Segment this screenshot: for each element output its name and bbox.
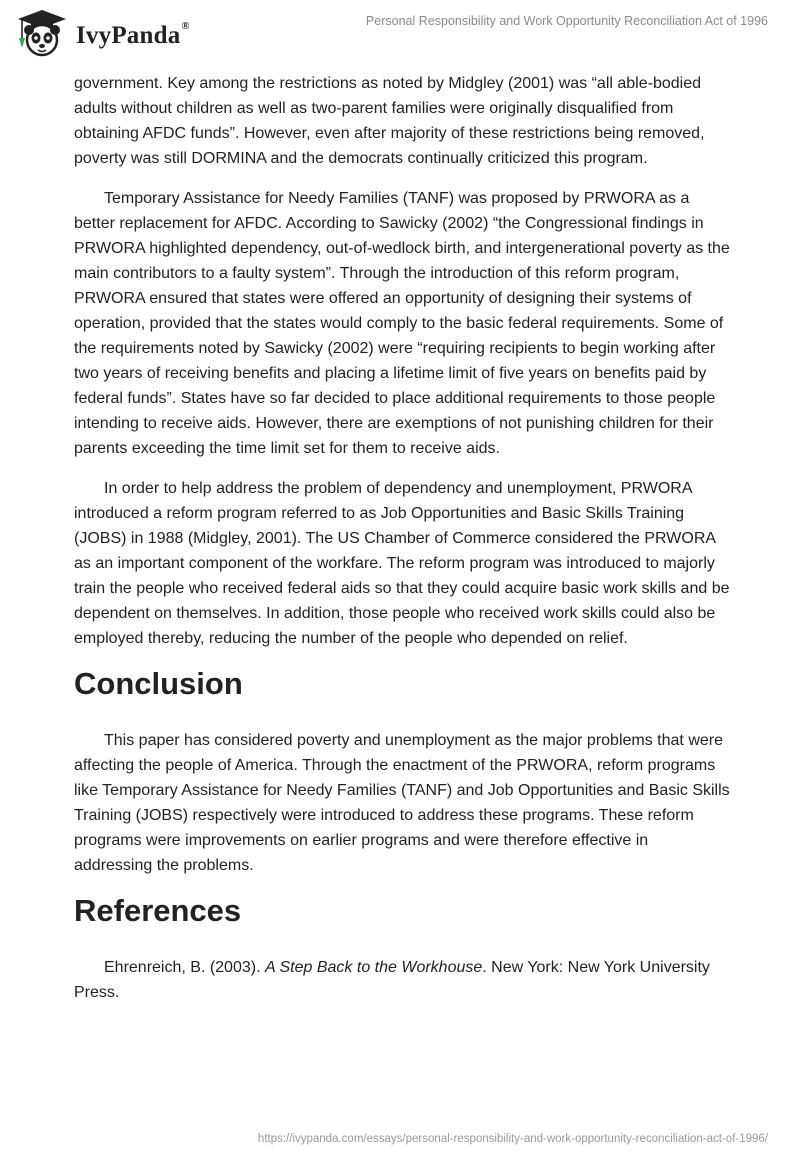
reference-author: Ehrenreich, B. (2003). [104,959,265,976]
panda-graduate-icon [14,8,70,58]
page-header [0,0,800,70]
brand-name [76,19,190,49]
paragraph-tanf: Temporary Assistance for Needy Families (TANF) was proposed by PRWORA as a better replacement for AFDC. According to Sawicky (2002) “the Congressional findings in PRWORA highlighted dependency, out-of-wedlock birth, and intergenerational poverty as the main contributors to a faulty system”. Through the introduction of this reform program, PRWORA ensured that states were offered an opportunity of designing their systems of operation, provided that the states would comply to the basic federal requirements. Some of the requirements noted by Sawicky (2002) were “requiring recipients to begin working after two years of receiving benefits and placing a lifetime limit of five years on benefits paid by federal funds”. States have so far decided to place additional requirements to those people intending to receive aids. However, there are exemptions of not punishing children for their parents exceeding the time limit set for them to receive aids. [74,190,730,457]
conclusion-heading: Conclusion [74,666,243,701]
document-title: Personal Responsibility and Work Opportunity Reconciliation Act of 1996 [365,14,768,28]
paragraph-afdc-restrictions: government. Key among the restrictions as noted by Midgley (2001) was “all able-bodied adults without children as well as two-parent families were originally disqualified from obtaining AFDC funds”. However, even after majority of these restrictions being removed, poverty was still DORMINA and the democrats continually criticized this program. [74,75,705,167]
reference-publisher: . New York: New York University Press. [74,959,710,1001]
paragraph-conclusion: This paper has considered poverty and unemployment as the major problems that were affecting the people of America. Through the enactment of the PRWORA, reform programs like Temporary Assistance for Needy Families (TANF) and Job Opportunities and Basic Skills Training (JOBS) respectively were introduced to address these programs. These reform programs were improvements on earlier programs and were therefore effective in addressing the problems. [74,732,730,874]
essay-content [74,71,730,1020]
paragraph-jobs: In order to help address the problem of dependency and unemployment, PRWORA introduced a reform program referred to as Job Opportunities and Basic Skills Training (JOBS) in 1988 (Midgley, 2001). The US Chamber of Commerce considered the PRWORA as an important component of the workfare. The reform program was introduced to majorly train the people who received federal aids so that they could acquire basic work skills and be dependent on themselves. In addition, those people who received work skills could also be employed thereby, reducing the number of the people who depended on relief. [74,480,730,647]
brand-logo[interactable] [14,8,190,58]
references-heading: References [74,893,242,928]
brand-name-text: IvyPanda [76,21,181,49]
source-url[interactable]: https://ivypanda.com/essays/personal-responsibility-and-work-opportunity-reconciliation-act-of-1996/ [257,1133,768,1145]
reference-entry [74,955,730,1005]
reference-title: A Step Back to the Workhouse [264,959,483,976]
registered-mark: ® [181,19,190,32]
